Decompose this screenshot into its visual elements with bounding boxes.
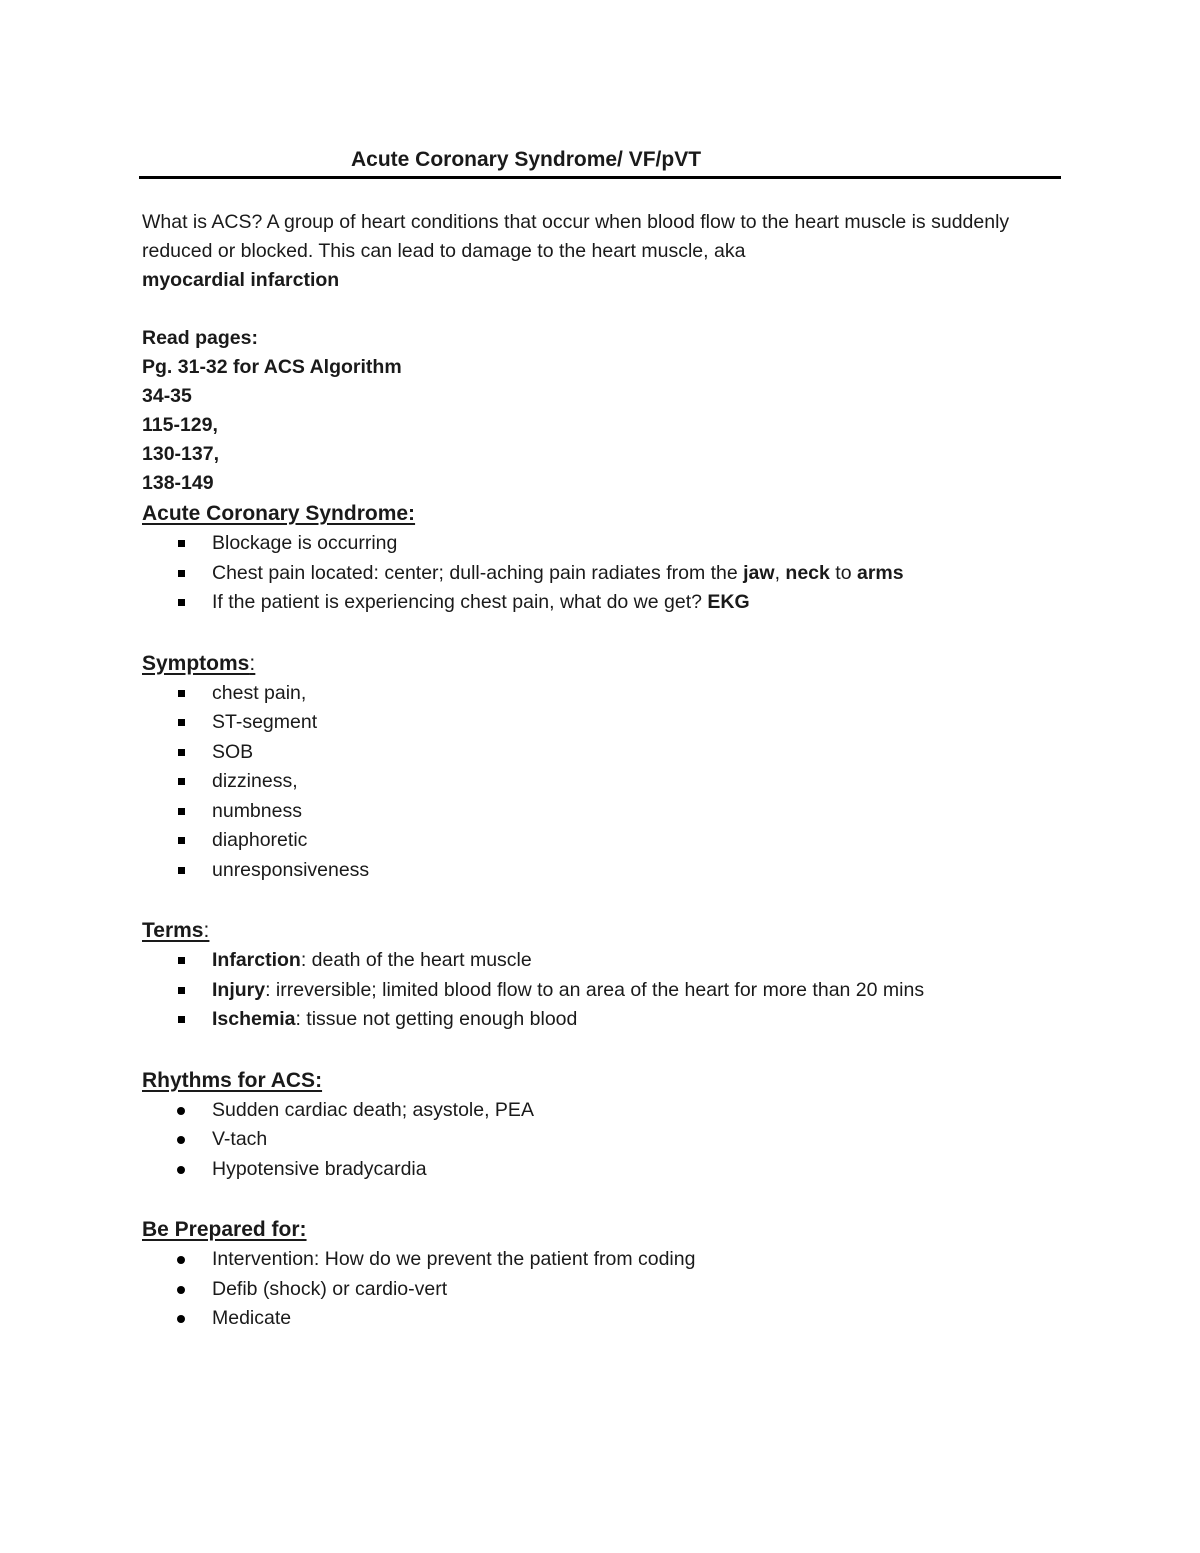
round-bullet-icon bbox=[177, 1286, 185, 1294]
prepared-list bbox=[142, 1245, 1072, 1334]
read-pages-line: 138-149 bbox=[142, 472, 214, 494]
list-item: Blockage is occurring bbox=[212, 529, 1072, 559]
square-bullet-icon bbox=[178, 540, 185, 547]
intro-bold-term: myocardial infarction bbox=[142, 269, 340, 291]
square-bullet-icon bbox=[178, 987, 185, 994]
round-bullet-icon bbox=[177, 1256, 185, 1264]
symptoms-list bbox=[142, 679, 1072, 886]
list-item: numbness bbox=[212, 797, 1072, 827]
read-pages-line: 130-137, bbox=[142, 443, 219, 465]
list-item: If the patient is experiencing chest pain, what do we get? EKG bbox=[212, 588, 1072, 618]
round-bullet-icon bbox=[177, 1107, 185, 1115]
list-item: Sudden cardiac death; asystole, PEA bbox=[212, 1096, 1072, 1126]
intro-text: What is ACS? A group of heart conditions that occur when blood flow to the heart muscle is suddenly reduced or blocked. This can lead to damage to the heart muscle, aka bbox=[142, 211, 1010, 262]
square-bullet-icon bbox=[178, 749, 185, 756]
list-item: SOB bbox=[212, 738, 1072, 768]
document-body bbox=[142, 208, 1072, 1334]
square-bullet-icon bbox=[178, 808, 185, 815]
list-item: V-tach bbox=[212, 1125, 1072, 1155]
square-bullet-icon bbox=[178, 570, 185, 577]
prepared-heading: Be Prepared for: bbox=[142, 1218, 307, 1241]
list-item: Infarction: death of the heart muscle bbox=[212, 946, 1072, 976]
read-pages-line: Pg. 31-32 for ACS Algorithm bbox=[142, 356, 402, 378]
square-bullet-icon bbox=[178, 957, 185, 964]
read-pages-line: 115-129, bbox=[142, 414, 218, 436]
list-item: Injury: irreversible; limited blood flow to an area of the heart for more than 20 mins bbox=[212, 976, 1072, 1006]
square-bullet-icon bbox=[178, 599, 185, 606]
rhythms-list bbox=[142, 1096, 1072, 1185]
list-item: Hypotensive bradycardia bbox=[212, 1155, 1072, 1185]
square-bullet-icon bbox=[178, 690, 185, 697]
list-item: dizziness, bbox=[212, 767, 1072, 797]
terms-heading: Terms: bbox=[142, 919, 210, 942]
list-item: Ischemia: tissue not getting enough blood bbox=[212, 1005, 1072, 1035]
list-item: unresponsiveness bbox=[212, 856, 1072, 886]
list-item: chest pain, bbox=[212, 679, 1072, 709]
symptoms-heading: Symptoms: bbox=[142, 651, 256, 675]
list-item: diaphoretic bbox=[212, 826, 1072, 856]
title-underline-rule bbox=[139, 176, 1061, 179]
read-pages-line: 34-35 bbox=[142, 385, 192, 407]
rhythms-heading: Rhythms for ACS: bbox=[142, 1068, 323, 1092]
square-bullet-icon bbox=[178, 719, 185, 726]
read-pages-heading: Read pages: bbox=[142, 327, 258, 349]
read-pages-block bbox=[142, 324, 1072, 498]
round-bullet-icon bbox=[177, 1315, 185, 1323]
list-item: ST-segment bbox=[212, 708, 1072, 738]
square-bullet-icon bbox=[178, 867, 185, 874]
round-bullet-icon bbox=[177, 1136, 185, 1144]
page-title: Acute Coronary Syndrome/ VF/pVT bbox=[351, 148, 702, 171]
terms-list bbox=[142, 946, 1072, 1035]
square-bullet-icon bbox=[178, 1016, 185, 1023]
list-item: Intervention: How do we prevent the patient from coding bbox=[212, 1245, 1072, 1275]
intro-paragraph bbox=[142, 208, 1072, 295]
acs-heading: Acute Coronary Syndrome: bbox=[142, 502, 416, 525]
square-bullet-icon bbox=[178, 837, 185, 844]
list-item: Chest pain located: center; dull-aching pain radiates from the jaw, neck to arms bbox=[212, 559, 1072, 589]
square-bullet-icon bbox=[178, 778, 185, 785]
acs-list bbox=[142, 529, 1072, 618]
list-item: Defib (shock) or cardio-vert bbox=[212, 1275, 1072, 1305]
round-bullet-icon bbox=[177, 1166, 185, 1174]
list-item: Medicate bbox=[212, 1304, 1072, 1334]
